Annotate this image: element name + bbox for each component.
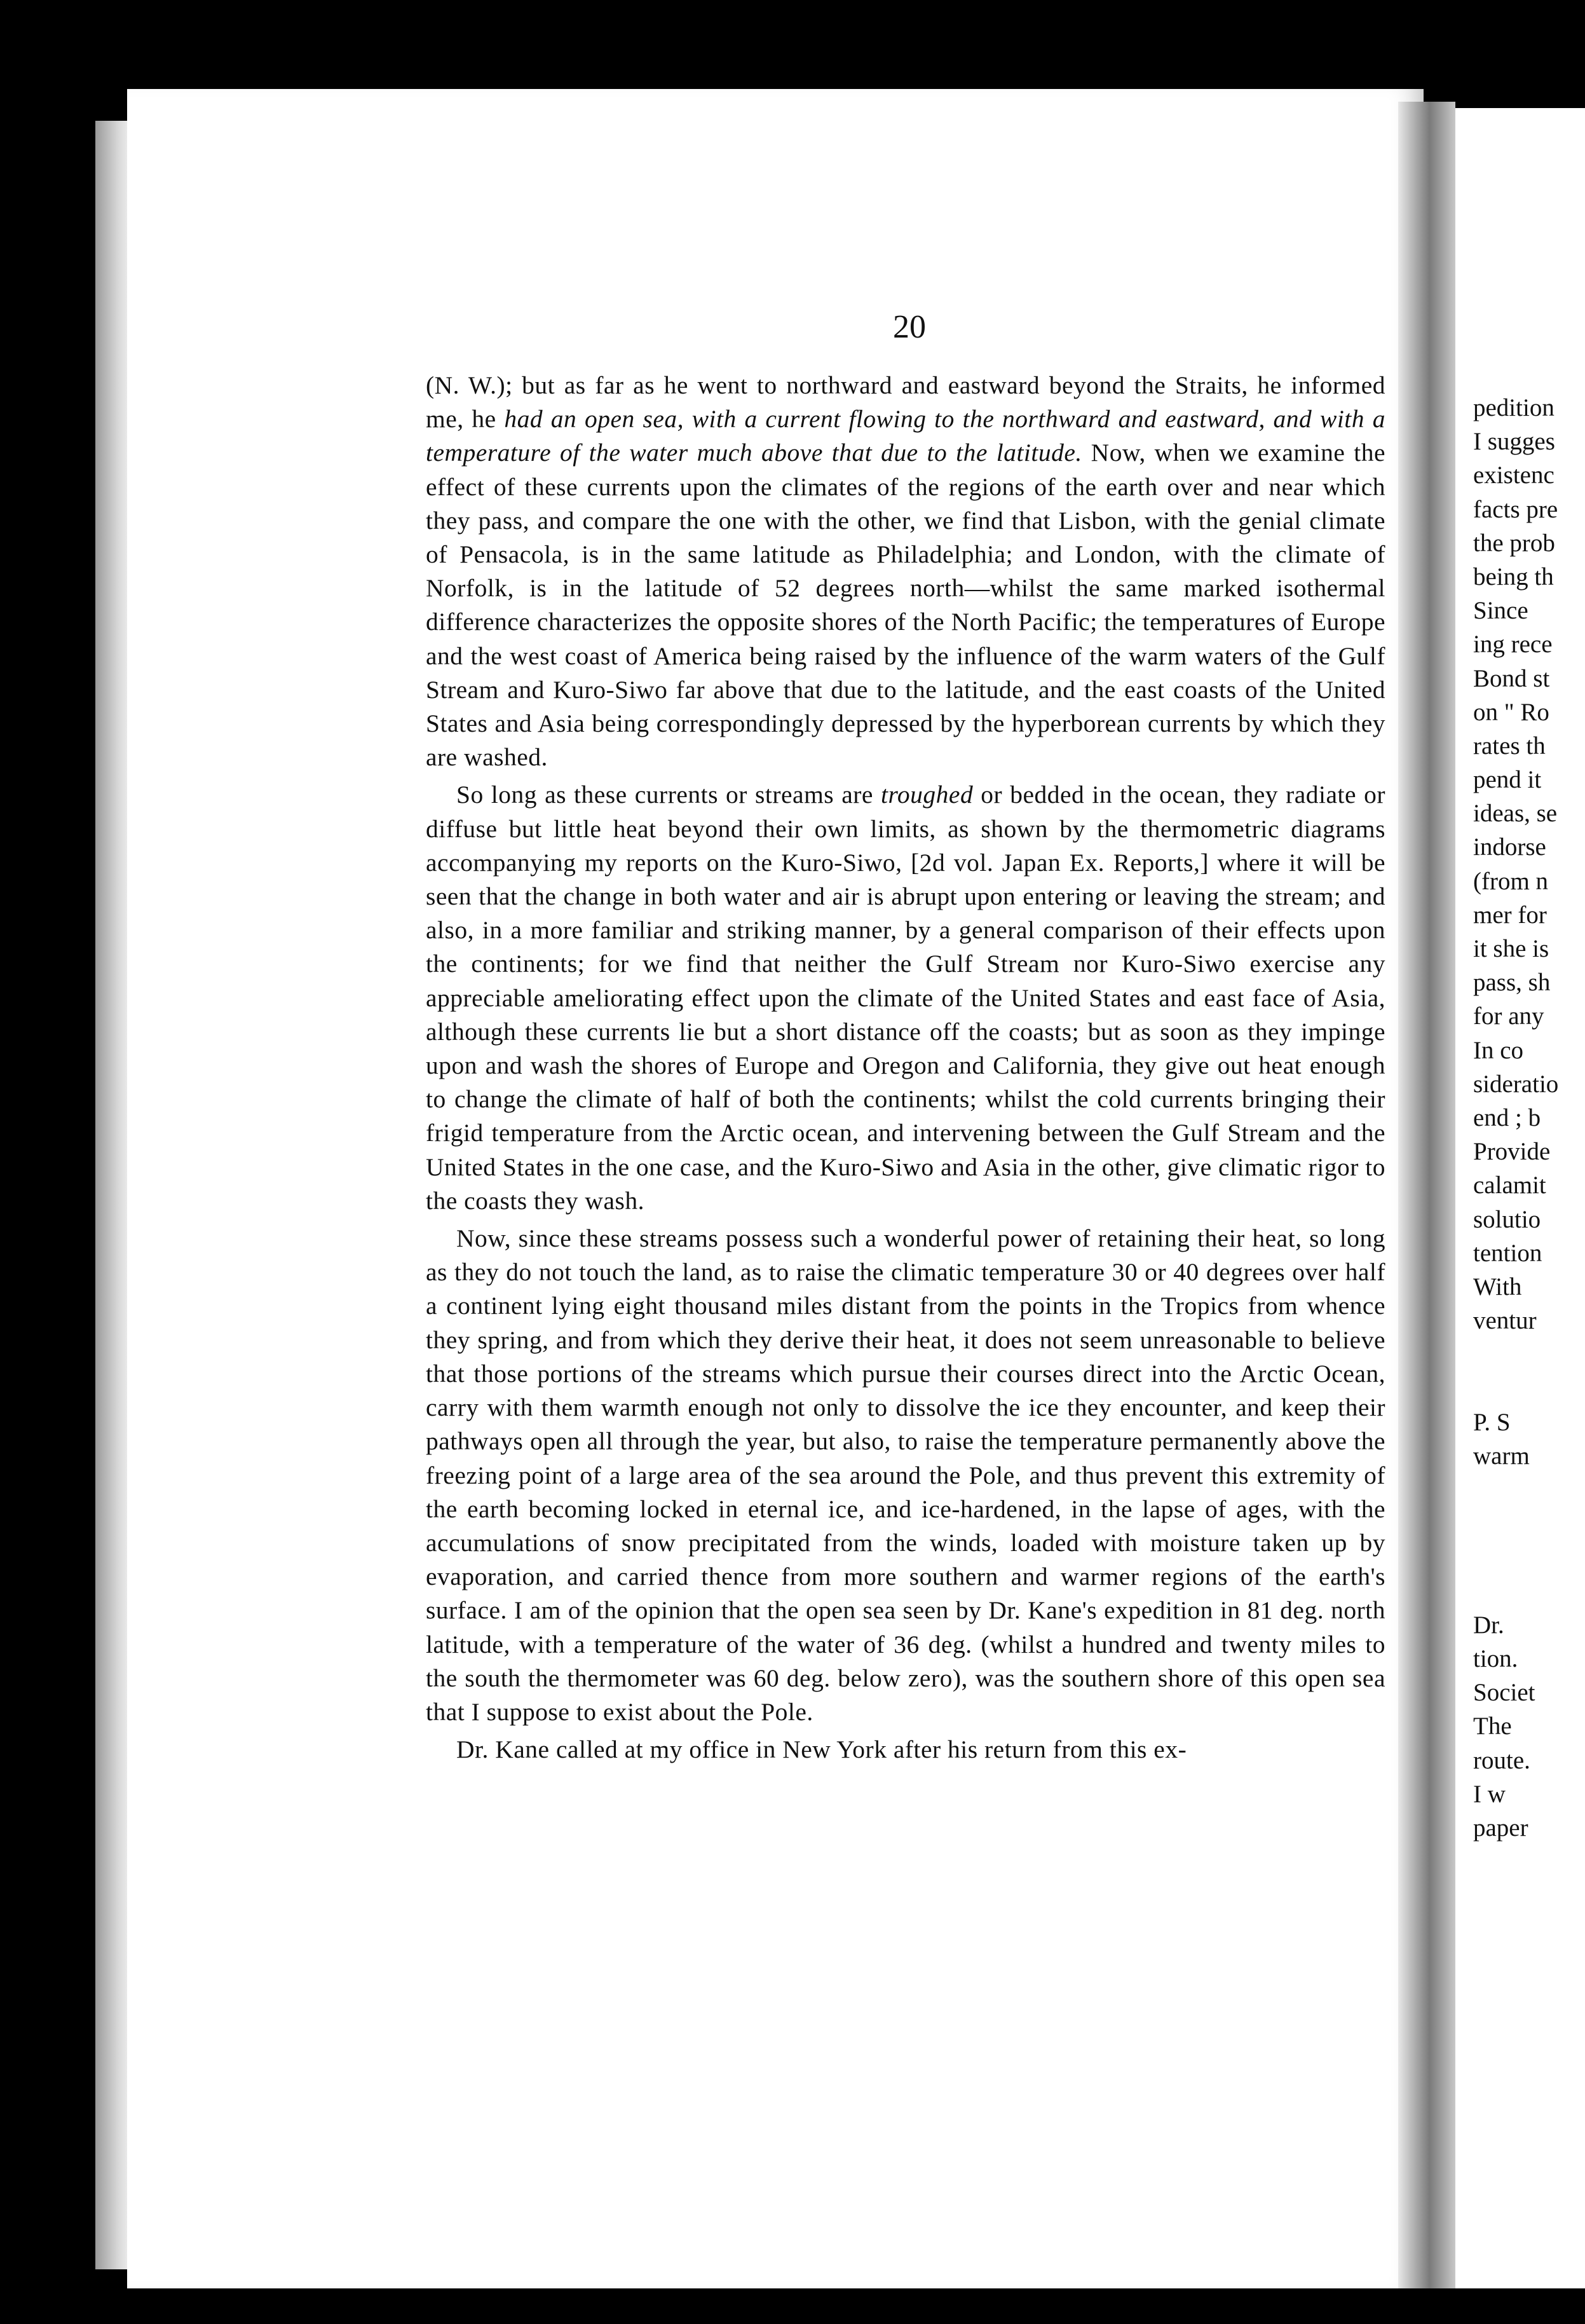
right-page-line: paper bbox=[1473, 1814, 1528, 1842]
right-page-line: ventur bbox=[1473, 1307, 1537, 1335]
right-page-line: sideratio bbox=[1473, 1070, 1559, 1098]
right-page-line: end ; b bbox=[1473, 1104, 1541, 1131]
right-page-line: I sugges bbox=[1473, 428, 1555, 456]
right-page-line: Provide bbox=[1473, 1138, 1551, 1166]
right-page-line: pend it bbox=[1473, 766, 1542, 794]
right-page-line: The bbox=[1473, 1712, 1512, 1740]
right-page-line: With bbox=[1473, 1273, 1522, 1301]
right-page-line: calamit bbox=[1473, 1172, 1546, 1200]
paragraph-4: Dr. Kane called at my office in New York after his return from this ex- bbox=[456, 1735, 1187, 1764]
right-page-line: existenc bbox=[1473, 461, 1554, 489]
right-page-line: ing rece bbox=[1473, 631, 1553, 659]
right-page-line bbox=[1473, 1507, 1585, 1540]
right-page-line bbox=[1473, 1371, 1585, 1405]
right-page-line: solutio bbox=[1473, 1205, 1541, 1233]
body-text bbox=[426, 369, 1385, 1767]
book-gutter bbox=[1398, 102, 1455, 2288]
right-page-line: I w bbox=[1473, 1780, 1506, 1808]
right-page-line: facts pre bbox=[1473, 495, 1558, 523]
right-page-line: Societ bbox=[1473, 1679, 1535, 1707]
right-page-line: Dr. bbox=[1473, 1611, 1504, 1639]
right-page-line: rates th bbox=[1473, 732, 1546, 760]
paragraph-3: Now, since these streams possess such a wonderful power of retaining their heat, so long as they do not touch the land, as to raise the climatic temperature 30 or 40 degrees over half a continent lying eight thousand miles distant from the points in the Tropics from whence they spring, and from which they derive their heat, it does not seem unreasonable to believe that those portions of the streams which pursue their courses direct into the Arctic Ocean, carry with them warmth enough not only to dissolve the ice they encounter, and keep their pathways open all through the year, but also, to raise the temperature permanently above the freezing point of a large area of the sea around the Pole, and thus prevent this extremity of the earth becoming locked in eternal ice, and ice-hardened, in the lapse of ages, with the accumulations of snow precipitated from the winds, loaded with moisture taken up by evaporation, and carried thence from more southern and warmer regions of the earth's surface. I am of the opinion that the open sea seen by Dr. Kane's expedition in 81 deg. north latitude, with a temperature of the water of 36 deg. (whilst a hundred and twenty miles to the south the thermometer was 60 deg. below zero), was the southern shore of this open sea that I suppose to exist about the Pole. bbox=[426, 1224, 1385, 1726]
right-page-line bbox=[1473, 1337, 1585, 1371]
right-page-line: the prob bbox=[1473, 529, 1555, 557]
right-page-line: tion. bbox=[1473, 1644, 1518, 1672]
right-page bbox=[1455, 108, 1585, 2288]
paragraph-1: (N. W.); but as far as he went to northward and eastward beyond the Straits, he informed me, he had an open sea, with a current flowing to the northward and eastward, and with a temperature of the water much above that due to the latitude. Now, when we examine the effect of these currents upon the climates of the regions of the earth over and near which they pass, and compare the one with the other, we find that Lisbon, with the genial climate of Pensacola, is in the same latitude as Philadelphia; and London, with the climate of Norfolk, is in the latitude of 52 degrees north—whilst the same marked isothermal difference characterizes the opposite shores of the North Pacific; the temperatures of Europe and the west coast of America being raised by the influence of the warm waters of the Gulf Stream and Kuro-Siwo far above that due to the latitude, and the east coasts of the United States and Asia being correspondingly depressed by the hyperborean currents by which they are washed. bbox=[426, 371, 1385, 772]
right-page-line bbox=[1473, 1540, 1585, 1574]
right-page-line: Bond st bbox=[1473, 664, 1550, 692]
page-number: 20 bbox=[893, 309, 926, 345]
right-page-line: it she is bbox=[1473, 935, 1549, 962]
right-page-line: for any bbox=[1473, 1002, 1544, 1030]
right-page-line bbox=[1473, 1473, 1585, 1507]
right-page-line: on " Ro bbox=[1473, 698, 1549, 726]
right-page-line: ideas, se bbox=[1473, 800, 1558, 828]
right-page-line: warm bbox=[1473, 1442, 1530, 1470]
right-page-line bbox=[1473, 1575, 1585, 1608]
right-page-line: indorse bbox=[1473, 833, 1546, 861]
right-page-line: mer for bbox=[1473, 901, 1547, 929]
paragraph-2: So long as these currents or streams are troughed or bedded in the ocean, they radiate or diffuse but little heat beyond their own limits, as shown by the thermometric diagrams accompanying my reports on the Kuro-Siwo, [2d vol. Japan Ex. Reports,] where it will be seen that the change in both water and air is abrupt upon entering or leaving the stream; and also, in a more familiar and striking manner, by a general comparison of their effects upon the continents; for we find that neither the Gulf Stream nor Kuro-Siwo exercise any appreciable ameliorating effect upon the climate of the United States and east face of Asia, although these currents lie but a short distance off the coasts; but as soon as they impinge upon and wash the shores of Europe and Oregon and California, they give out heat enough to change the climate of half of both the continents; whilst the cold currents bringing their frigid temperature from the Arctic ocean, and intervening between the Gulf Stream and the United States in the one case, and the Kuro-Siwo and Asia in the other, give climatic rigor to the coasts they wash. bbox=[426, 781, 1385, 1215]
right-page-line: In co bbox=[1473, 1036, 1524, 1064]
right-page-text bbox=[1473, 391, 1585, 1845]
right-page-line: P. S bbox=[1473, 1408, 1511, 1436]
right-page-line: (from n bbox=[1473, 867, 1549, 895]
right-page-line: route. bbox=[1473, 1746, 1530, 1774]
right-page-line: being th bbox=[1473, 563, 1554, 591]
right-page-line: tention bbox=[1473, 1239, 1542, 1267]
right-page-line: pedition bbox=[1473, 394, 1554, 421]
right-page-line: pass, sh bbox=[1473, 969, 1551, 997]
right-page-line: Since bbox=[1473, 597, 1528, 625]
